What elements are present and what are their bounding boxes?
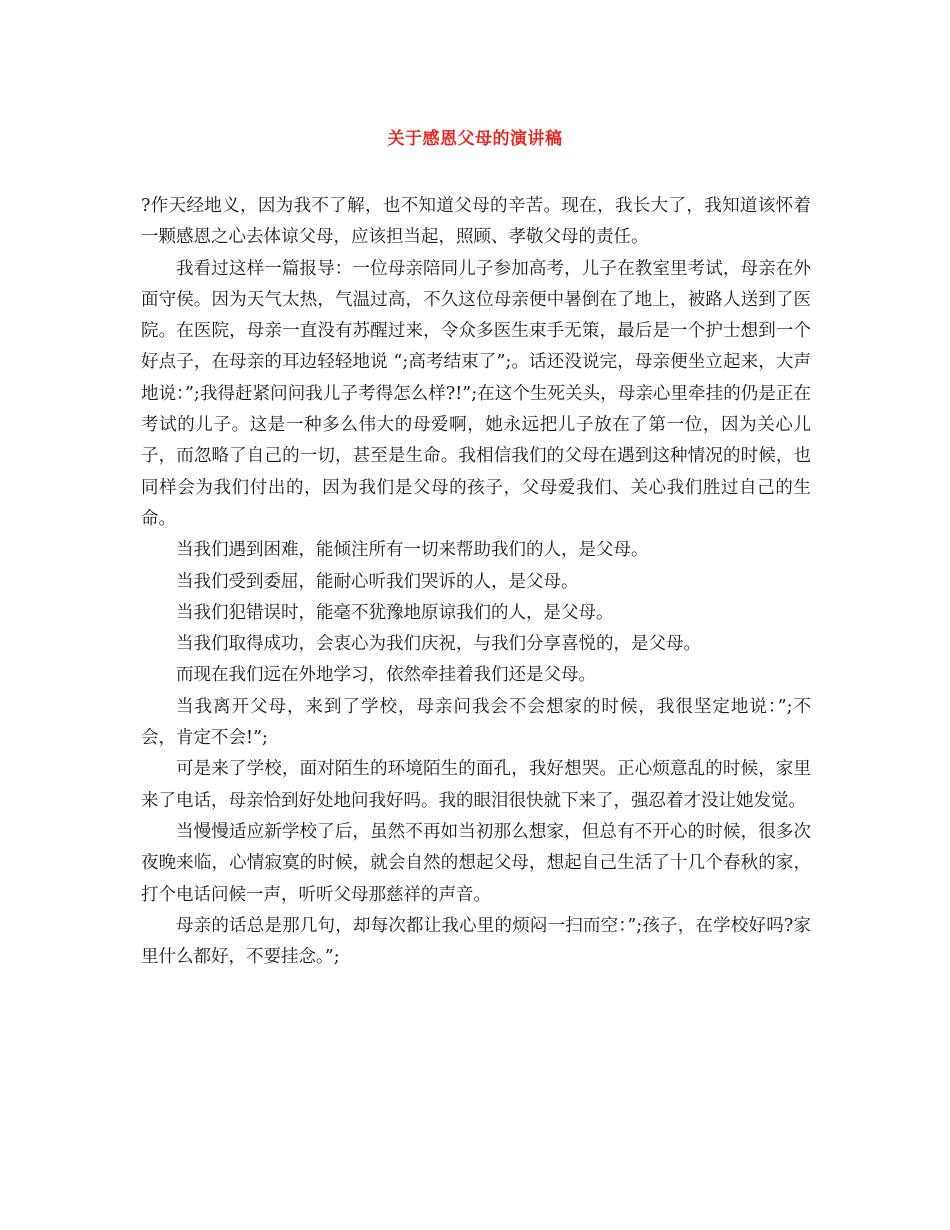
- paragraph: ?作天经地义，因为我不了解，也不知道父母的辛苦。现在，我长大了，我知道该怀着一颗感恩之心去体谅父母，应该担当起，照顾、孝敬父母的责任。: [141, 196, 811, 248]
- paragraph: 当我们遇到困难，能倾注所有一切来帮助我们的人，是父母。: [176, 540, 649, 561]
- paragraph: 当我离开父母，来到了学校，母亲问我会不会想家的时候，我很坚定地说：”;不会，肯定不会!”;: [141, 696, 811, 749]
- paragraph: 当慢慢适应新学校了后，虽然不再如当初那么想家，但总有不开心的时候，很多次夜晚来临，心情寂寞的时候，就会自然的想起父母，想起自己生活了十几个春秋的家，打个电话问候一声，听听父母那慈祥的声音。: [141, 821, 811, 905]
- paragraph: 可是来了学校，面对陌生的环境陌生的面孔，我好想哭。正心烦意乱的时候，家里来了电话，母亲恰到好处地问我好吗。我的眼泪很快就下来了，强忍着才没让她发觉。: [141, 759, 811, 811]
- paragraph: 我看过这样一篇报导：一位母亲陪同儿子参加高考，儿子在教室里考试，母亲在外面守侯。因为天气太热，气温过高，不久这位母亲便中暑倒在了地上，被路人送到了医院。在医院，母亲一直没有苏醒过来，令众多医生束手无策，最后是一个护士想到一个好点子，在母亲的耳边轻轻地说 “;高考结束了”;。话还没说完，母亲便坐立起来，大声地说：”;我得赶紧问问我儿子考得怎么样?!”;在这个生死关头，母亲心里牵挂的仍是正在考试的儿子。这是一种多么伟大的母爱啊，她永远把儿子放在了第一位，因为关心儿子，而忽略了自己的一切，甚至是生命。我相信我们的父母在遇到这种情况的时候，也同样会为我们付出的，因为我们是父母的孩子，父母爱我们、关心我们胜过自己的生命。: [141, 258, 811, 529]
- document-title: 关于感恩父母的演讲稿: [387, 129, 563, 149]
- document-body: [141, 191, 811, 973]
- paragraph: 当我们犯错误时，能毫不犹豫地原谅我们的人，是父母。: [176, 602, 614, 623]
- paragraph: 母亲的话总是那几句，却每次都让我心里的烦闷一扫而空：”;孩子，在学校好吗?家里什么都好，不要挂念。”;: [141, 915, 811, 968]
- paragraph: 而现在我们远在外地学习，依然牵挂着我们还是父母。: [176, 665, 596, 686]
- paragraph: 当我们受到委屈，能耐心听我们哭诉的人，是父母。: [176, 571, 579, 592]
- paragraph: 当我们取得成功，会衷心为我们庆祝，与我们分享喜悦的，是父母。: [176, 634, 701, 655]
